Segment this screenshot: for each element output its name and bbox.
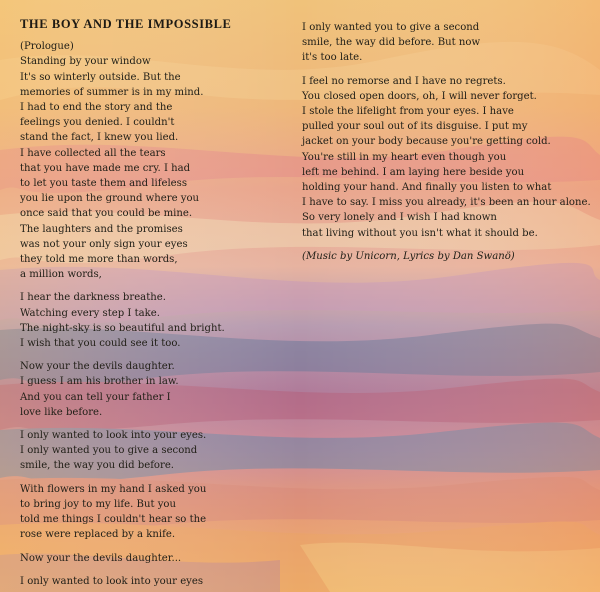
lyric-line: I only wanted to look into your eyes — [20, 575, 204, 587]
lyric-line: I wish that you could see it too. — [20, 338, 181, 350]
lyric-line: you lie upon the ground where you — [20, 193, 200, 205]
lyric-line: It's so winterly outside. But the — [20, 71, 181, 83]
lyric-line: stand the fact, I knew you lied. — [20, 132, 179, 144]
stanza — [20, 551, 295, 566]
lyric-line: Watching every step I take. — [20, 307, 160, 319]
lyric-line: a million words, — [20, 269, 102, 281]
lyric-line: I only wanted you to give a second — [302, 22, 480, 33]
lyric-line: You closed open doors, oh, I will never forget. — [302, 90, 537, 102]
stanza — [20, 359, 295, 420]
lyric-line: once said that you could be mine. — [20, 208, 193, 220]
lyric-line: You're still in my heart even though you — [302, 151, 507, 163]
lyric-line: pulled your soul out of its disguise. I put my — [302, 121, 528, 133]
lyric-line: smile, the way you did before. — [20, 460, 175, 472]
lyric-line: So very lonely and I wish I had known — [302, 212, 497, 224]
stanza — [20, 39, 295, 282]
lyric-line: The night-sky is so beautiful and bright. — [20, 322, 225, 334]
lyric-line: With flowers in my hand I asked you — [20, 483, 207, 495]
lyric-line: Now your the devils daughter. — [20, 361, 175, 373]
lyric-line: I stole the lifelight from your eyes. I have — [302, 106, 514, 118]
lyric-line: jacket on your body because you're getting cold. — [302, 136, 551, 148]
lyric-line: to let you taste them and lifeless — [20, 178, 188, 190]
lyric-line: left me behind. I am laying here beside you — [302, 166, 525, 178]
lyric-line: was not your only sign your eyes — [20, 238, 188, 250]
lyric-line: I feel no remorse and I have no regrets. — [302, 75, 506, 87]
lyric-line: smile, the way did before. But now — [302, 37, 481, 49]
lyric-line: I only wanted to look into your eyes. — [20, 430, 207, 442]
stanza — [20, 290, 295, 351]
lyric-line: holding your hand. And finally you listen to what — [302, 182, 552, 194]
lyric-line: I hear the darkness breathe. — [20, 292, 166, 304]
lyric-line: rose were replaced by a knife. — [20, 529, 176, 541]
lyrics-left-column — [20, 17, 295, 592]
left-stanzas — [20, 39, 295, 589]
stanza — [302, 74, 592, 241]
lyric-line: The laughters and the promises — [20, 223, 183, 235]
lyrics-right-column — [302, 20, 592, 272]
lyric-line: told me things I couldn't hear so the — [20, 514, 207, 526]
lyric-line: that you have made me cry. I had — [20, 162, 191, 174]
lyric-line: they told me more than words, — [20, 254, 178, 266]
lyric-line: I had to end the story and the — [20, 102, 173, 114]
lyric-line: Now your the devils daughter... — [20, 552, 182, 564]
lyric-line: And you can tell your father I — [20, 391, 171, 403]
lyric-line: I have to say. I miss you already, it's been an hour alone. — [302, 197, 591, 209]
lyric-line: feelings you denied. I couldn't — [20, 117, 175, 129]
stanza — [20, 482, 295, 543]
lyric-line: that living without you isn't what it should be. — [302, 227, 538, 239]
lyric-line: (Prologue) — [20, 41, 74, 53]
lyric-line: I only wanted you to give a second — [20, 445, 198, 457]
credits-line: (Music by Unicorn, Lyrics by Dan Swanö) — [302, 250, 515, 262]
stanza — [20, 428, 295, 474]
lyric-line: I guess I am his brother in law. — [20, 376, 179, 388]
stanza — [302, 20, 592, 66]
lyric-line: love like before. — [20, 406, 103, 418]
stanza — [20, 574, 295, 589]
lyric-line: it's too late. — [302, 52, 363, 64]
lyric-line: Standing by your window — [20, 56, 151, 68]
song-title: THE BOY AND THE IMPOSSIBLE — [20, 17, 232, 31]
lyric-line: to bring joy to my life. But you — [20, 498, 177, 510]
right-stanzas — [302, 20, 592, 241]
lyric-line: memories of summer is in my mind. — [20, 86, 204, 98]
lyric-line: I have collected all the tears — [20, 147, 166, 159]
